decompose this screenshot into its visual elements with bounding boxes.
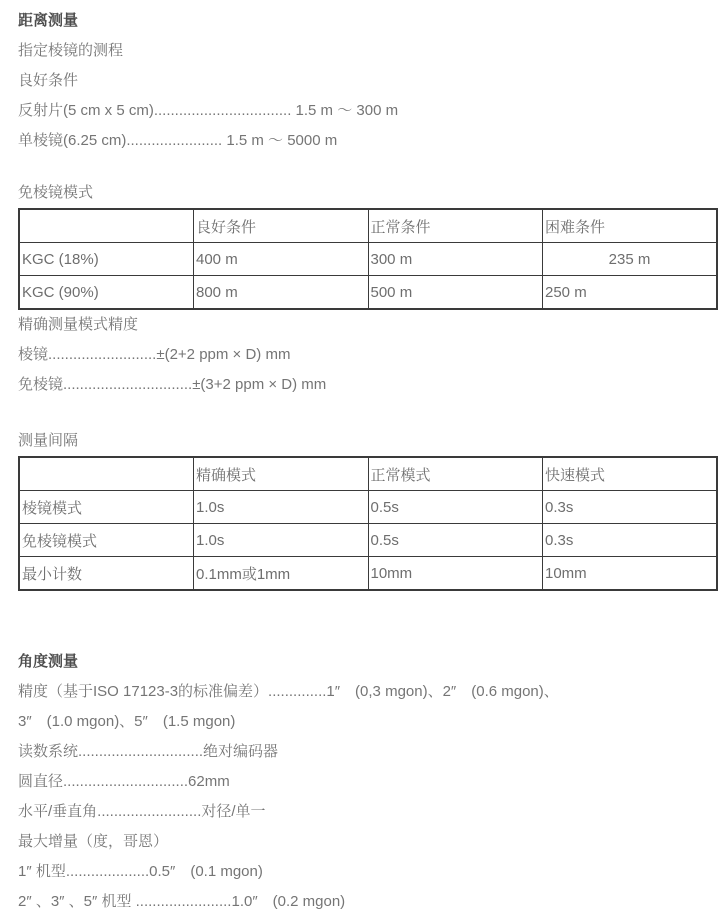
table-row [19, 243, 717, 276]
spec-line-reflectorless-accuracy: 免棱镜...............................±(3+2 ppm × D) mm [18, 376, 327, 393]
table-header-row [19, 209, 717, 243]
header-cell-empty [19, 209, 194, 243]
header-cell-precise-mode: 精确模式 [194, 457, 369, 491]
table-header-row [19, 457, 717, 491]
header-cell-fast-mode: 快速模式 [543, 457, 718, 491]
spec-line-prism-accuracy: 棱镜..........................±(2+2 ppm × D) mm [18, 346, 291, 363]
cell-reflectorless-normal: 0.5s [368, 524, 543, 557]
spec-line-hz-vz-angle: 水平/垂直角.........................对径/单一 [18, 803, 266, 820]
cell-prism-normal: 0.5s [368, 491, 543, 524]
spec-line-prism-range: 指定棱镜的测程 [18, 42, 124, 59]
header-cell-good: 良好条件 [194, 209, 369, 243]
spec-line-reflector-sheet: 反射片(5 cm x 5 cm)................................. 1.5 m ～ 300 m [18, 102, 399, 119]
table-row [19, 524, 717, 557]
section-title-distance: 距离测量 [18, 12, 79, 29]
section-title-precision: 精确测量模式精度 [18, 316, 139, 333]
cell-min-count-label: 最小计数 [19, 557, 194, 591]
cell-reflectorless-fast: 0.3s [543, 524, 718, 557]
cell-prism-precise: 1.0s [194, 491, 369, 524]
spec-line-reading-system: 读数系统..............................绝对编码器 [18, 743, 279, 760]
cell-kgc90-label: KGC (90%) [19, 276, 194, 310]
section-precision [18, 310, 720, 400]
cell-kgc18-normal: 300 m [368, 243, 543, 276]
label-measurement-interval: 测量间隔 [18, 432, 79, 449]
cell-reflectorless-precise: 1.0s [194, 524, 369, 557]
spec-line-accuracy-iso: 精度（基于ISO 17123-3的标准偏差）..............1″ (0,3 mgon)、2″ (0.6 mgon)、 [18, 683, 559, 700]
cell-kgc18-label: KGC (18%) [19, 243, 194, 276]
table-row [19, 276, 717, 310]
spec-line-single-prism: 单棱镜(6.25 cm)....................... 1.5 m ～ 5000 m [18, 132, 338, 149]
spec-line-good-condition: 良好条件 [18, 72, 79, 89]
cell-kgc90-good: 800 m [194, 276, 369, 310]
header-cell-empty [19, 457, 194, 491]
cell-kgc18-difficult: 235 m [543, 243, 718, 276]
header-cell-difficult: 困难条件 [543, 209, 718, 243]
spec-line-accuracy-iso-wrap: 3″ (1.0 mgon)、5″ (1.5 mgon) [18, 713, 236, 730]
cell-min-count-precise: 0.1mm或1mm [194, 557, 369, 591]
cell-kgc90-difficult: 250 m [543, 276, 718, 310]
spec-line-1sec-model: 1″ 机型....................0.5″ (0.1 mgon) [18, 863, 263, 880]
cell-min-count-normal: 10mm [368, 557, 543, 591]
spec-line-235-models: 2″ 、3″ 、5″ 机型 .......................1.0″ (0.2 mgon) [18, 893, 346, 910]
section-title-angle-measurement: 角度测量 [18, 653, 79, 670]
table-row [19, 491, 717, 524]
spec-line-circle-diameter: 圆直径..............................62mm [18, 773, 230, 790]
header-cell-normal: 正常条件 [368, 209, 543, 243]
table-row [19, 557, 717, 591]
cell-reflectorless-mode-label: 免棱镜模式 [19, 524, 194, 557]
measurement-interval-table [18, 456, 718, 591]
spec-line-max-increment: 最大增量（度，哥恩） [18, 833, 169, 850]
cell-kgc18-good: 400 m [194, 243, 369, 276]
cell-prism-fast: 0.3s [543, 491, 718, 524]
header-cell-normal-mode: 正常模式 [368, 457, 543, 491]
label-reflectorless-mode: 免棱镜模式 [18, 184, 94, 201]
reflectorless-range-table [18, 208, 718, 310]
cell-prism-mode-label: 棱镜模式 [19, 491, 194, 524]
cell-kgc90-normal: 500 m [368, 276, 543, 310]
cell-min-count-fast: 10mm [543, 557, 718, 591]
section-angle-measurement [18, 677, 720, 917]
section-distance-measurement [18, 6, 720, 156]
